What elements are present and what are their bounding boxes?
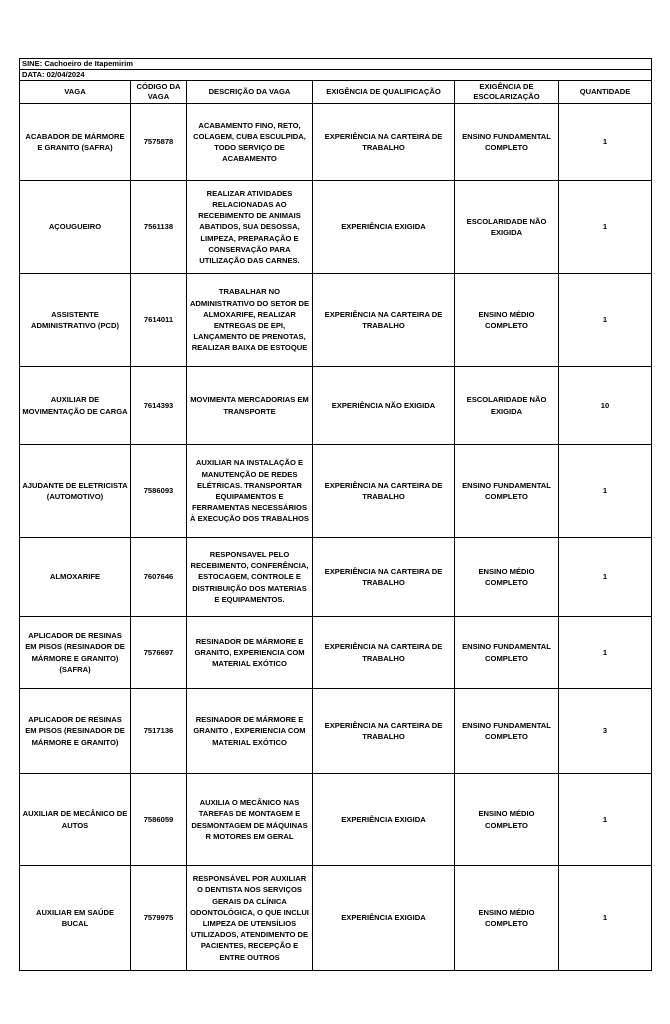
cell-quantidade: 1 bbox=[559, 104, 652, 181]
cell-descricao: TRABALHAR NO ADMINISTRATIVO DO SETOR DE ALMOXARIFE, REALIZAR ENTREGAS DE EPI, LANÇAMENTO DE PRENOTAS, REALIZAR BAIXA DE ESTOQUE bbox=[187, 274, 313, 367]
cell-descricao: RESPONSÁVEL POR AUXILIAR O DENTISTA NOS SERVIÇOS GERAIS DA CLÍNICA ODONTOLÓGICA, O QUE INCLUI LIMPEZA DE UTENSÍLIOS UTILIZADOS, ATENDIMENTO DE PACIENTES, RECEPÇÃO E ENTRE OUTROS bbox=[187, 866, 313, 971]
cell-descricao: RESINADOR DE MÁRMORE E GRANITO , EXPERIENCIA COM MATERIAL EXÓTICO bbox=[187, 689, 313, 774]
cell-qualificacao: EXPERIÊNCIA NÃO EXIGIDA bbox=[313, 367, 455, 445]
cell-codigo: 7614011 bbox=[131, 274, 187, 367]
cell-escolarizacao: ENSINO FUNDAMENTAL COMPLETO bbox=[455, 689, 559, 774]
table-row bbox=[20, 445, 652, 538]
cell-vaga: ALMOXARIFE bbox=[20, 538, 131, 617]
cell-escolarizacao: ESCOLARIDADE NÃO EXIGIDA bbox=[455, 181, 559, 274]
cell-vaga: APLICADOR DE RESINAS EM PISOS (RESINADOR DE MÁRMORE E GRANITO) bbox=[20, 689, 131, 774]
cell-quantidade: 1 bbox=[559, 445, 652, 538]
cell-escolarizacao: ENSINO MÉDIO COMPLETO bbox=[455, 774, 559, 866]
cell-escolarizacao: ENSINO MÉDIO COMPLETO bbox=[455, 538, 559, 617]
cell-codigo: 7576697 bbox=[131, 617, 187, 689]
sine-row bbox=[20, 59, 652, 70]
cell-vaga: AUXILIAR DE MOVIMENTAÇÃO DE CARGA bbox=[20, 367, 131, 445]
cell-codigo: 7517136 bbox=[131, 689, 187, 774]
cell-vaga: AUXILIAR DE MECÂNICO DE AUTOS bbox=[20, 774, 131, 866]
table-row bbox=[20, 538, 652, 617]
cell-quantidade: 1 bbox=[559, 274, 652, 367]
cell-escolarizacao: ENSINO FUNDAMENTAL COMPLETO bbox=[455, 617, 559, 689]
table-row bbox=[20, 689, 652, 774]
col-vaga: VAGA bbox=[20, 81, 131, 104]
cell-escolarizacao: ENSINO FUNDAMENTAL COMPLETO bbox=[455, 104, 559, 181]
cell-quantidade: 1 bbox=[559, 866, 652, 971]
job-table bbox=[19, 58, 652, 971]
job-listing-sheet bbox=[19, 58, 651, 971]
cell-codigo: 7607646 bbox=[131, 538, 187, 617]
table-row bbox=[20, 274, 652, 367]
date-label: DATA: 02/04/2024 bbox=[20, 70, 652, 81]
cell-quantidade: 1 bbox=[559, 538, 652, 617]
column-header-row bbox=[20, 81, 652, 104]
cell-descricao: AUXILIA O MECÂNICO NAS TAREFAS DE MONTAGEM E DESMONTAGEM DE MÁQUINAS R MOTORES EM GERAL bbox=[187, 774, 313, 866]
cell-quantidade: 3 bbox=[559, 689, 652, 774]
cell-qualificacao: EXPERIÊNCIA EXIGIDA bbox=[313, 181, 455, 274]
cell-descricao: AUXILIAR NA INSTALAÇÃO E MANUTENÇÃO DE REDES ELÉTRICAS. TRANSPORTAR EQUIPAMENTOS E FERRAMENTAS NECESSÁRIOS À EXECUÇÃO DOS TRABALHOS bbox=[187, 445, 313, 538]
cell-qualificacao: EXPERIÊNCIA NA CARTEIRA DE TRABALHO bbox=[313, 689, 455, 774]
cell-escolarizacao: ESCOLARIDADE NÃO EXIGIDA bbox=[455, 367, 559, 445]
cell-vaga: AUXILIAR EM SAÚDE BUCAL bbox=[20, 866, 131, 971]
col-codigo: CÓDIGO DA VAGA bbox=[131, 81, 187, 104]
table-row bbox=[20, 866, 652, 971]
cell-quantidade: 10 bbox=[559, 367, 652, 445]
date-row bbox=[20, 70, 652, 81]
cell-escolarizacao: ENSINO FUNDAMENTAL COMPLETO bbox=[455, 445, 559, 538]
cell-quantidade: 1 bbox=[559, 774, 652, 866]
job-rows bbox=[20, 104, 652, 971]
cell-codigo: 7575878 bbox=[131, 104, 187, 181]
table-row bbox=[20, 104, 652, 181]
table-row bbox=[20, 367, 652, 445]
cell-codigo: 7614393 bbox=[131, 367, 187, 445]
cell-qualificacao: EXPERIÊNCIA NA CARTEIRA DE TRABALHO bbox=[313, 445, 455, 538]
col-escolarizacao: EXIGÊNCIA DE ESCOLARIZAÇÃO bbox=[455, 81, 559, 104]
cell-descricao: REALIZAR ATIVIDADES RELACIONADAS AO RECEBIMENTO DE ANIMAIS ABATIDOS, SUA DESOSSA, LIMPEZA, PREPARAÇÃO E CONSERVAÇÃO PARA UTILIZAÇÃO DAS CARNES. bbox=[187, 181, 313, 274]
table-row bbox=[20, 774, 652, 866]
sine-label: SINE: Cachoeiro de Itapemirim bbox=[20, 59, 652, 70]
col-qualificacao: EXIGÊNCIA DE QUALIFICAÇÃO bbox=[313, 81, 455, 104]
table-row bbox=[20, 181, 652, 274]
cell-qualificacao: EXPERIÊNCIA EXIGIDA bbox=[313, 866, 455, 971]
cell-escolarizacao: ENSINO MÉDIO COMPLETO bbox=[455, 274, 559, 367]
cell-vaga: ACABADOR DE MÁRMORE E GRANITO (SAFRA) bbox=[20, 104, 131, 181]
cell-qualificacao: EXPERIÊNCIA NA CARTEIRA DE TRABALHO bbox=[313, 617, 455, 689]
cell-descricao: RESPONSAVEL PELO RECEBIMENTO, CONFERÊNCIA, ESTOCAGEM, CONTROLE E DISTRIBUIÇÃO DOS MATERIAS E EQUIPAMENTOS. bbox=[187, 538, 313, 617]
cell-qualificacao: EXPERIÊNCIA NA CARTEIRA DE TRABALHO bbox=[313, 274, 455, 367]
cell-quantidade: 1 bbox=[559, 617, 652, 689]
cell-codigo: 7586059 bbox=[131, 774, 187, 866]
cell-qualificacao: EXPERIÊNCIA EXIGIDA bbox=[313, 774, 455, 866]
cell-descricao: RESINADOR DE MÁRMORE E GRANITO, EXPERIENCIA COM MATERIAL EXÓTICO bbox=[187, 617, 313, 689]
cell-codigo: 7579975 bbox=[131, 866, 187, 971]
cell-vaga: ASSISTENTE ADMINISTRATIVO (PCD) bbox=[20, 274, 131, 367]
table-row bbox=[20, 617, 652, 689]
cell-quantidade: 1 bbox=[559, 181, 652, 274]
cell-qualificacao: EXPERIÊNCIA NA CARTEIRA DE TRABALHO bbox=[313, 538, 455, 617]
cell-vaga: AÇOUGUEIRO bbox=[20, 181, 131, 274]
cell-codigo: 7586093 bbox=[131, 445, 187, 538]
cell-vaga: APLICADOR DE RESINAS EM PISOS (RESINADOR DE MÁRMORE E GRANITO) (SAFRA) bbox=[20, 617, 131, 689]
cell-escolarizacao: ENSINO MÉDIO COMPLETO bbox=[455, 866, 559, 971]
cell-codigo: 7561138 bbox=[131, 181, 187, 274]
col-descricao: DESCRIÇÃO DA VAGA bbox=[187, 81, 313, 104]
cell-vaga: AJUDANTE DE ELETRICISTA (AUTOMOTIVO) bbox=[20, 445, 131, 538]
col-quantidade: QUANTIDADE bbox=[559, 81, 652, 104]
cell-qualificacao: EXPERIÊNCIA NA CARTEIRA DE TRABALHO bbox=[313, 104, 455, 181]
cell-descricao: ACABAMENTO FINO, RETO, COLAGEM, CUBA ESCULPIDA, TODO SERVIÇO DE ACABAMENTO bbox=[187, 104, 313, 181]
cell-descricao: MOVIMENTA MERCADORIAS EM TRANSPORTE bbox=[187, 367, 313, 445]
